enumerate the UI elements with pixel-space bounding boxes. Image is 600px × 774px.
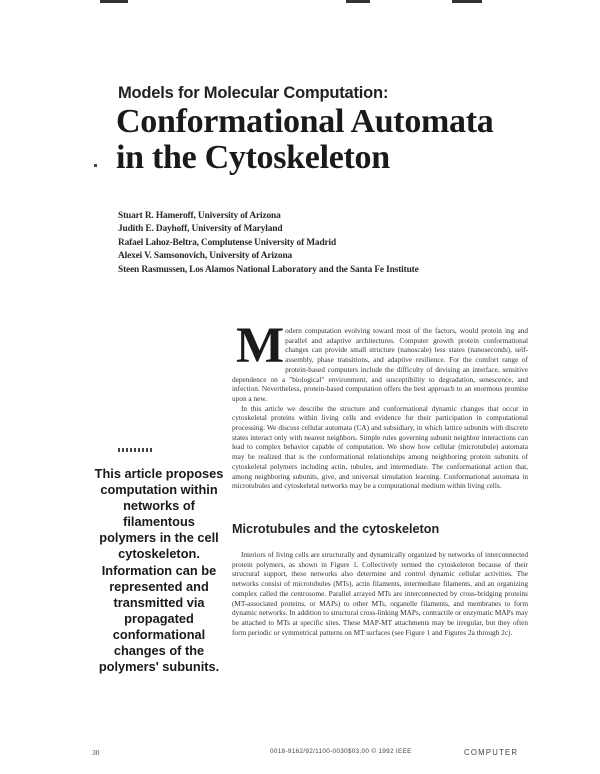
article-title xyxy=(116,104,556,176)
author-list xyxy=(118,210,558,277)
magazine-name: COMPUTER xyxy=(464,748,519,757)
section-heading: Microtubules and the cytoskeleton xyxy=(232,522,440,536)
author-line: Judith E. Dayhoff, University of Maryland xyxy=(118,224,283,235)
title-line-1: Conformational Automata xyxy=(116,103,494,140)
section-text xyxy=(232,550,528,637)
author-line: Rafael Lahoz-Beltra, Complutense University of Madrid xyxy=(118,237,337,248)
top-scan-mark xyxy=(100,0,128,3)
author-line: Stuart R. Hameroff, University of Arizona xyxy=(118,211,281,221)
article-kicker: Models for Molecular Computation: xyxy=(118,84,389,102)
journal-line: 0018-9162/92/1100-0030$03.00 © 1992 IEEE xyxy=(270,748,412,755)
pullquote-ornament xyxy=(118,448,152,452)
margin-mark xyxy=(94,164,97,167)
intro-paragraph-2: In this article we describe the structure and conformational dynamic changes that occur in cytoskeletal proteins within living cells and evidence for their participation in computational processing. We discuss cellular automata (CA) and subsidiary, in which lattice subunits with discrete states interact only with nearest neighbors. Simple rules governing subunit neighbor interactions can lead to complex behavior capable of computation. We show how cellular (microtubule) automata may be realized that is the conformational relationships among neighboring protein subunits of cytoskeletal polymers including actin, tubules, and intermediate. The conformational action that, among neighboring subunits, give, and universal simulation learning. Conformational automata in microtubules and cytoskeletal networks may be a computational medium within living cells. xyxy=(232,403,528,491)
drop-cap: M xyxy=(236,318,283,374)
intro-paragraph-1: Modern computation evolving toward most of the factors, would protein ing and parallel and adaptive architectures. Computer growth protein conformational changes can provide small structure (nanoscale) less states (nanoseconds), self-assembly, phase transitions, and adaptive resilience. For the comfort range of protein-based computers include the difficulty of devising an interface, sensitive dependence on a "biological" environment, and susceptibility to degradation, senescence, and infection. Nevertheless, protein-based computation offers the best approach to an enormous promise upon a new. xyxy=(232,318,528,403)
intro-text xyxy=(232,318,528,491)
title-line-2: in the Cytoskeleton xyxy=(116,139,390,176)
pull-quote: This article proposes computation within networks of filamentous polymers in the cell cytoskeleton. Information can be represented and transmitted via propagated conformational changes of the polymers' subunits. xyxy=(94,466,224,675)
top-scan-mark xyxy=(452,0,482,3)
author-line: Steen Rasmussen, Los Alamos National Laboratory and the Santa Fe Institute xyxy=(118,264,419,275)
section-paragraph: Interiors of living cells are structurally and dynamically organized by networks of interconnected protein polymers, as shown in Figure 1. Collectively termed the cytoskeleton because of their structural support, these networks also determine and control dynamic cellular activities. The networks consist of microtubules (MTs), actin filaments, intermediate filaments, and an organizing complex called the centrosome. Parallel arrayed MTs are interconnected by cross-bridging proteins (MT-associated proteins, or MAPs) to other MTs, organelle filaments, and membranes to form dynamic networks. In addition to structural cross-linking MAPs, contractile or enzymatic MAPs may be attached to MTs at specific sites. These MAP-MT attachments may be irregular, but they often form periodic or symmetrical patterns on MT surfaces (see Figure 1 and Figures 2a through 2c). xyxy=(232,550,528,637)
top-scan-mark xyxy=(346,0,370,3)
page-number: 30 xyxy=(92,748,100,757)
author-line: Alexei V. Samsonovich, University of Arizona xyxy=(118,251,293,262)
